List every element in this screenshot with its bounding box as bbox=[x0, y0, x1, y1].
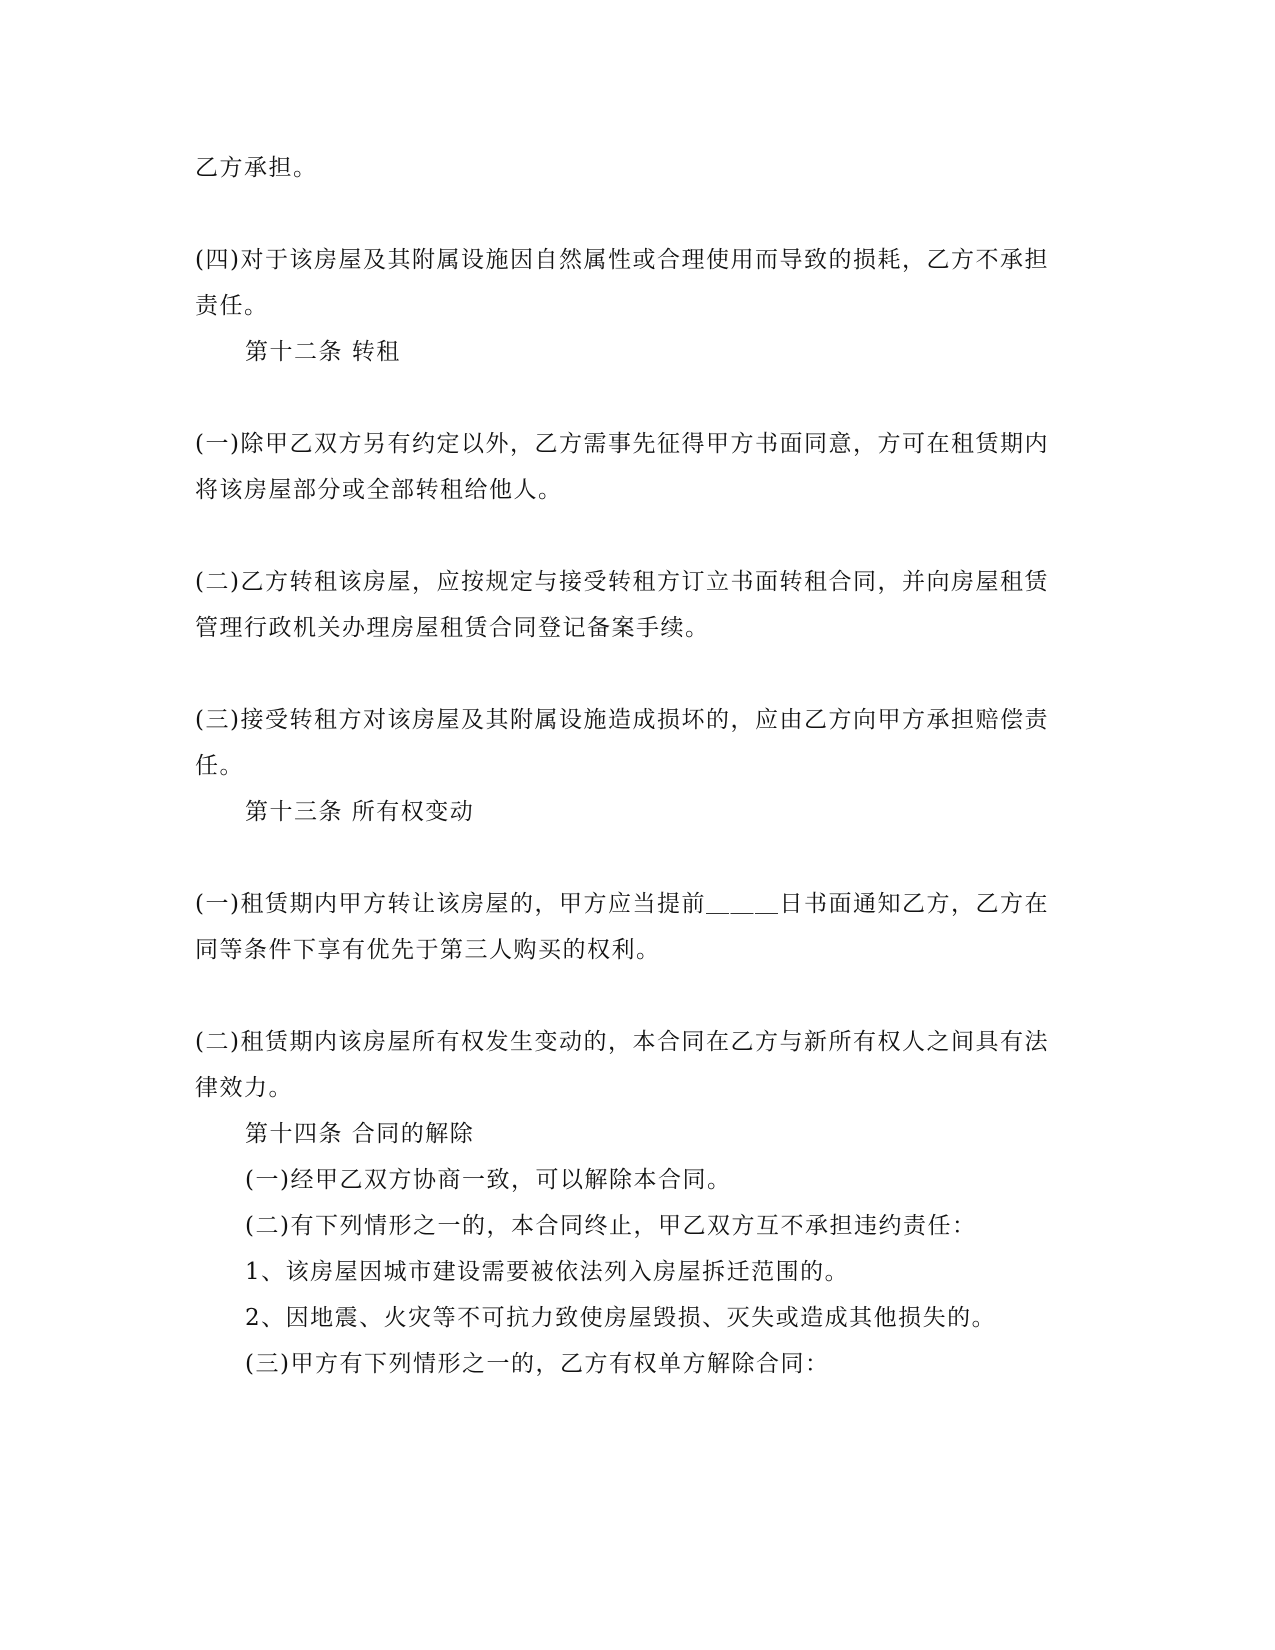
text-line: (二)租赁期内该房屋所有权发生变动的，本合同在乙方与新所有权人之间具有法 bbox=[195, 1029, 1049, 1055]
text-line: (三)接受转租方对该房屋及其附属设施造成损坏的，应由乙方向甲方承担赔偿责 bbox=[195, 707, 1049, 733]
text-line: 乙方承担。 bbox=[195, 155, 318, 181]
section-heading: 第十三条 所有权变动 bbox=[245, 799, 475, 825]
text-line: (四)对于该房屋及其附属设施因自然属性或合理使用而导致的损耗，乙方不承担 bbox=[195, 247, 1049, 273]
text-line: 律效力。 bbox=[195, 1075, 293, 1101]
text-line: 将该房屋部分或全部转租给他人。 bbox=[195, 477, 563, 503]
text-line: (一)经甲乙双方协商一致，可以解除本合同。 bbox=[245, 1167, 732, 1193]
text-line: 同等条件下享有优先于第三人购买的权利。 bbox=[195, 937, 661, 963]
text-line: 任。 bbox=[195, 753, 244, 779]
text-line: (二)乙方转租该房屋，应按规定与接受转租方订立书面转租合同，并向房屋租赁 bbox=[195, 569, 1049, 595]
section-heading: 第十四条 合同的解除 bbox=[245, 1121, 475, 1147]
list-item: 2、因地震、火灾等不可抗力致使房屋毁损、灭失或造成其他损失的。 bbox=[245, 1305, 997, 1331]
text-line: (一)租赁期内甲方转让该房屋的，甲方应当提前＿＿＿日书面通知乙方，乙方在 bbox=[195, 891, 1049, 917]
text-line: (一)除甲乙双方另有约定以外，乙方需事先征得甲方书面同意，方可在租赁期内 bbox=[195, 431, 1049, 457]
list-item: 1、该房屋因城市建设需要被依法列入房屋拆迁范围的。 bbox=[245, 1259, 850, 1285]
text-line: 管理行政机关办理房屋租赁合同登记备案手续。 bbox=[195, 615, 710, 641]
text-line: (二)有下列情形之一的，本合同终止，甲乙双方互不承担违约责任： bbox=[245, 1213, 977, 1239]
section-heading: 第十二条 转租 bbox=[245, 339, 401, 365]
text-line: (三)甲方有下列情形之一的，乙方有权单方解除合同： bbox=[245, 1351, 830, 1377]
text-line: 责任。 bbox=[195, 293, 269, 319]
